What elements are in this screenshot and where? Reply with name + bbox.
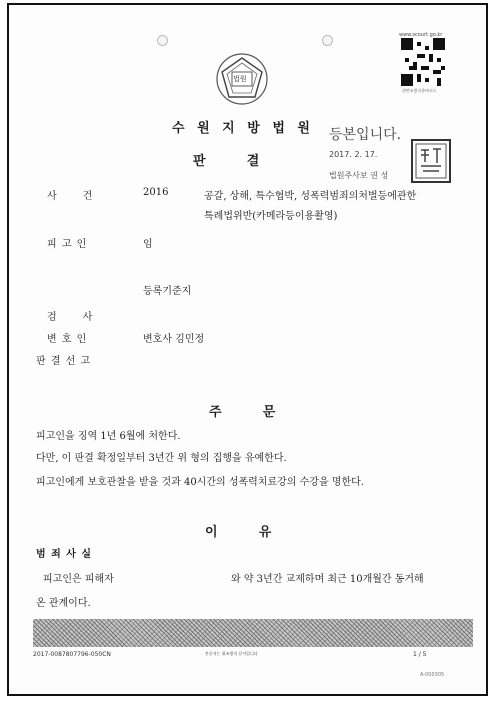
- officer-seal-icon: [411, 139, 451, 183]
- footer-mark: A-000305: [420, 672, 445, 678]
- prosecutor-label: 검 사: [47, 312, 94, 323]
- document-type: 판 결: [193, 154, 262, 169]
- qr-bottom-label: 위변조방지용바코드: [402, 88, 437, 93]
- footer-notice: 본문서는 위조방지 문서입니다: [205, 651, 258, 656]
- reasons-line-2: 온 관계이다.: [36, 598, 91, 609]
- case-number: 2016: [143, 187, 169, 198]
- certification-date: 2017. 2. 17.: [329, 150, 378, 159]
- document-code: 2017-0087807796-050CN: [33, 651, 111, 658]
- anti-forgery-band: [33, 619, 473, 647]
- counsel-value: 변호사 김민정: [143, 334, 205, 345]
- counsel-label: 변 호 인: [47, 334, 88, 345]
- reasons-line-1a: 피고인은 피해자: [43, 574, 114, 585]
- reasons-heading: 이 유: [205, 525, 274, 540]
- document-page: [7, 3, 488, 696]
- judgment-date-label: 판 결 선 고: [36, 356, 92, 367]
- order-line-3: 피고인에게 보호관찰을 받을 것과 40시간의 성폭력치료강의 수강을 명한다.: [36, 477, 364, 488]
- certified-copy-stamp: 등본입니다.: [329, 127, 402, 143]
- defendant-label: 피 고 인: [47, 239, 88, 250]
- page-number: 1 / 5: [413, 651, 427, 658]
- qr-top-label: www.scourt.go.kr: [399, 32, 443, 38]
- court-seal-text: 법원: [233, 75, 247, 83]
- registration-label: 등록기준지: [143, 286, 192, 297]
- certification-officer: 법원주사보 권 성: [329, 171, 389, 180]
- defendant-name: 임: [143, 239, 153, 250]
- punch-hole-left: [157, 35, 168, 46]
- court-name: 수 원 지 방 법 원: [172, 121, 314, 136]
- case-name-line2: 특례법위반(카메라등이용촬영): [204, 211, 338, 222]
- crime-facts-heading: 범 죄 사 실: [36, 549, 93, 560]
- case-name-line1: 공갈, 상해, 특수협박, 성폭력범죄의처벌등에관한: [204, 191, 417, 202]
- order-heading: 주 문: [209, 405, 278, 420]
- qr-code-icon: [401, 38, 445, 86]
- order-line-1: 피고인을 징역 1년 6월에 처한다.: [36, 431, 181, 442]
- punch-hole-right: [322, 35, 333, 46]
- reasons-line-1b: 와 약 3년간 교제하며 최근 10개월간 동거해: [231, 574, 424, 585]
- case-label: 사 건: [47, 191, 94, 202]
- order-line-2: 다만, 이 판결 확정일부터 3년간 위 형의 집행을 유예한다.: [36, 453, 287, 464]
